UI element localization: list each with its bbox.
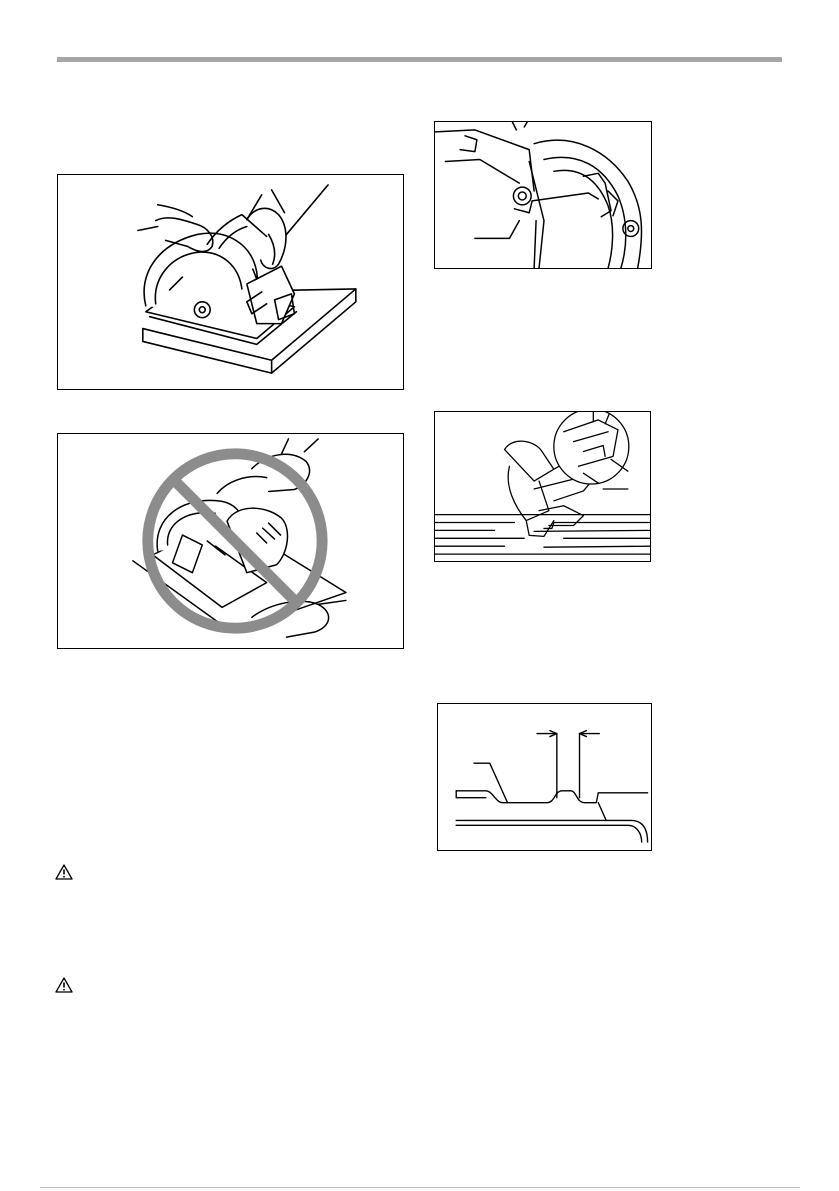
figure-riving-knife: [437, 703, 652, 851]
header-rule: [57, 57, 782, 62]
figure-lever-detail: [434, 121, 652, 269]
warning-triangle-icon: [55, 864, 73, 880]
lever-closeup-illustration: [435, 122, 651, 268]
figure-incorrect-grip: [57, 433, 404, 649]
figure-correct-grip: [57, 174, 404, 390]
warning-triangle-icon: [55, 977, 73, 993]
footer-rule: [40, 1187, 800, 1188]
riving-knife-diagram: [438, 704, 651, 850]
figure-saw-on-board: [434, 411, 651, 562]
saw-wrong-hold-illustration: [58, 434, 403, 648]
saw-board-inset-illustration: [435, 412, 650, 561]
saw-two-hands-illustration: [58, 175, 403, 389]
